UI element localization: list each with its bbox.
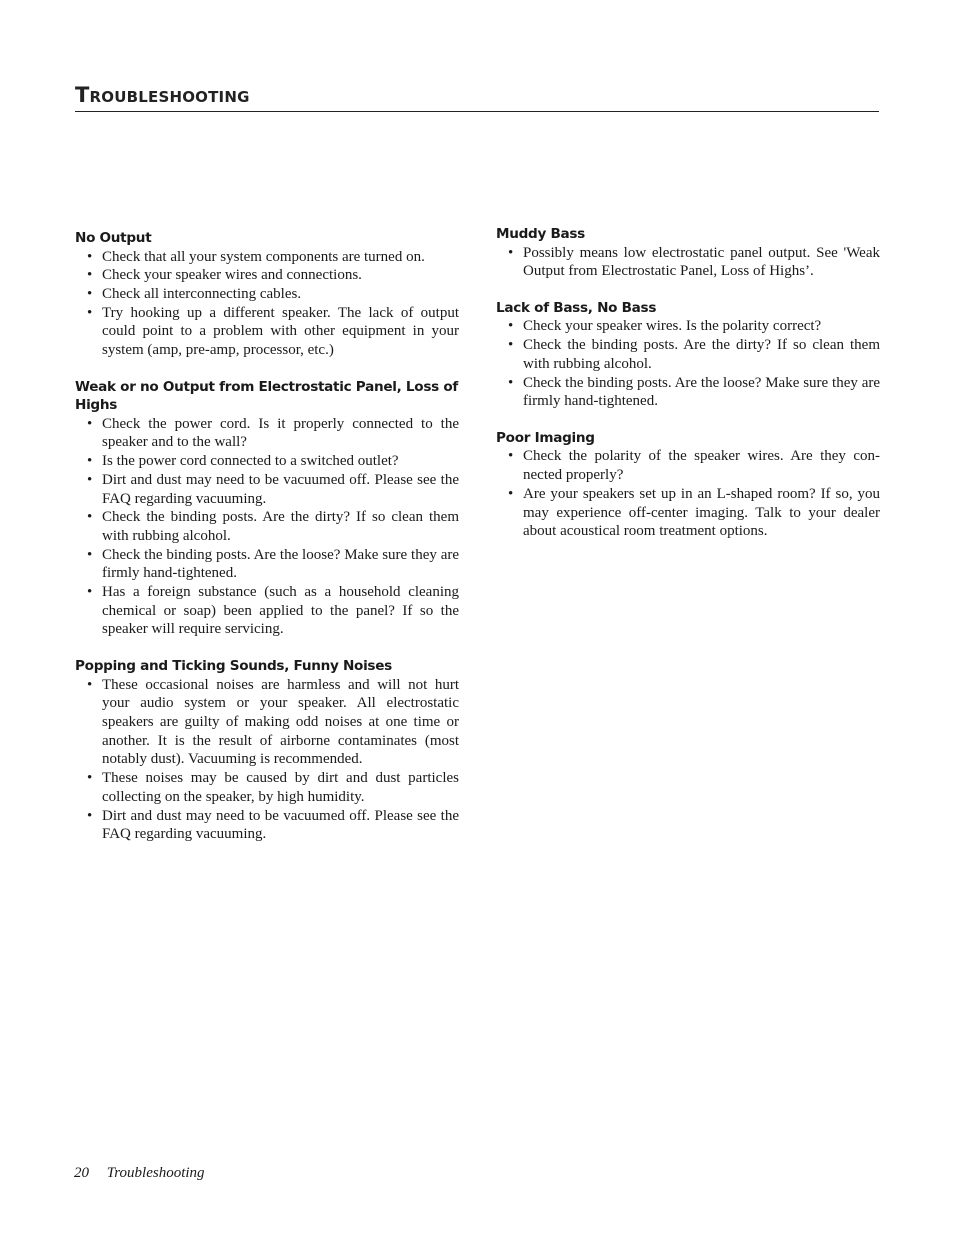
section-popping-noises — [75, 657, 459, 844]
footer-section-name: Troubleshooting — [106, 1165, 205, 1181]
list-item: • Check all interconnecting cables. — [75, 285, 459, 304]
list-item: • Dirt and dust may need to be vacuumed off. Please see the FAQ regarding vacuuming. — [75, 471, 459, 508]
list-item: • Check your speaker wires. Is the polarity correct? — [496, 317, 880, 336]
list-item: • Check your speaker wires and connections. — [75, 266, 459, 285]
section-lack-of-bass — [496, 299, 880, 411]
list-item: • Check that all your system components are turned on. — [75, 248, 459, 267]
page-title: Troubleshooting — [75, 80, 879, 112]
list-item: • These occasional noises are harmless and will not hurt your audio system or your speaker. All electrostatic speakers are guilty of making odd noises at one time or another. It is the result of airborne contaminates (most notably dust). Vacuuming is recommended. — [75, 676, 459, 770]
list-item: • Is the power cord connected to a switched outlet? — [75, 452, 459, 471]
list-item: • Check the polarity of the speaker wires. Are they con-nected properly? — [496, 447, 880, 484]
section-heading: Poor Imaging — [496, 429, 595, 446]
bullet-list — [75, 248, 459, 360]
list-item: • Check the binding posts. Are the loose? Make sure they are firmly hand-tightened. — [496, 374, 880, 411]
list-item: • These noises may be caused by dirt and dust particles collecting on the speaker, by high humidity. — [75, 769, 459, 806]
list-item: • Check the power cord. Is it properly connected to the speaker and to the wall? — [75, 415, 459, 452]
bullet-list — [496, 317, 880, 411]
section-heading: Muddy Bass — [496, 226, 585, 242]
section-heading: Lack of Bass, No Bass — [496, 299, 657, 316]
section-weak-output — [75, 378, 459, 639]
section-poor-imaging — [496, 429, 880, 541]
list-item: • Has a foreign substance (such as a household cleaning chemical or soap) been applied to the panel? If so the speaker will require servicing. — [75, 583, 459, 639]
bullet-list — [496, 244, 880, 281]
list-item: • Are your speakers set up in an L-shaped room? If so, you may experience off-center imaging. Talk to your dealer about acoustical room treatment options. — [496, 485, 880, 541]
page-number: 20 — [74, 1165, 89, 1181]
bullet-list — [496, 447, 880, 541]
section-heading: No Output — [75, 230, 152, 246]
page-footer — [74, 1163, 205, 1183]
section-no-output — [75, 229, 459, 360]
bullet-list — [75, 676, 459, 844]
left-column — [75, 229, 459, 862]
right-column — [496, 225, 880, 559]
list-item: • Check the binding posts. Are the dirty? If so clean them with rubbing alcohol. — [75, 508, 459, 545]
list-item: • Dirt and dust may need to be vacuumed off. Please see the FAQ regarding vacuuming. — [75, 807, 459, 844]
list-item: • Check the binding posts. Are the loose? Make sure they are firmly hand-tightened. — [75, 546, 459, 583]
list-item: • Try hooking up a different speaker. The lack of output could point to a problem with other equipment in your system (amp, pre-amp, processor, etc.) — [75, 304, 459, 360]
section-heading: Weak or no Output from Electrostatic Panel, Loss of Highs — [75, 378, 458, 414]
bullet-list — [75, 415, 459, 639]
list-item: • Check the binding posts. Are the dirty? If so clean them with rubbing alcohol. — [496, 336, 880, 373]
section-muddy-bass — [496, 225, 880, 281]
section-heading: Popping and Ticking Sounds, Funny Noises — [75, 658, 392, 675]
list-item: • Possibly means low electrostatic panel output. See 'Weak Output from Electrostatic Panel, Loss of Highs’. — [496, 244, 880, 281]
